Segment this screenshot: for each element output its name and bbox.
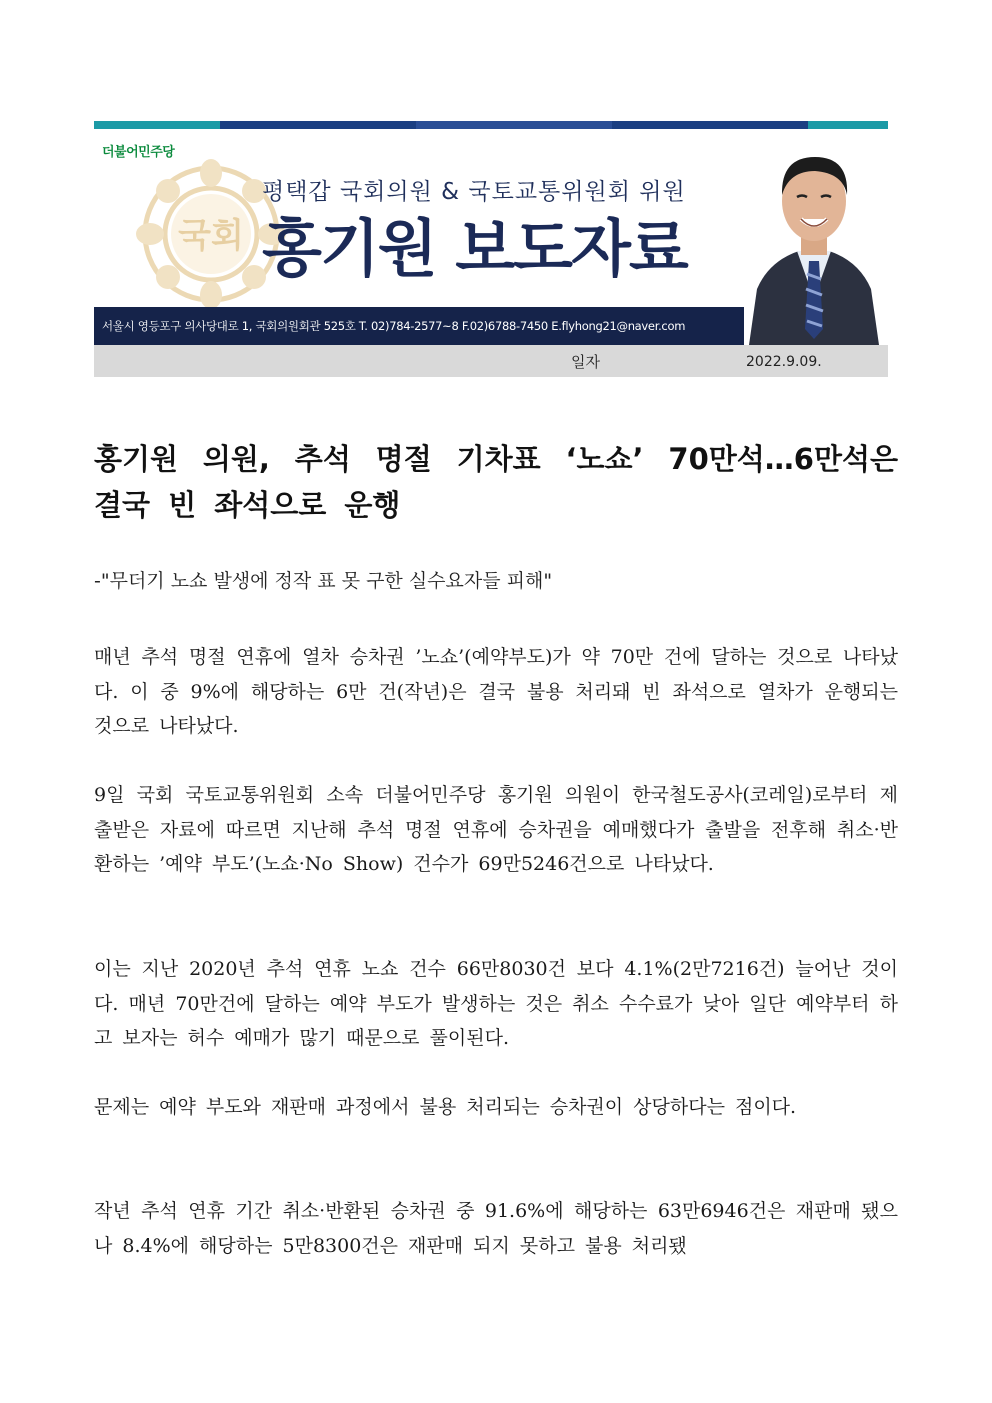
contact-info-bar (94, 307, 744, 345)
article-paragraph: 9일 국회 국토교통위원회 소속 더불어민주당 홍기원 의원이 한국철도공사(코레일)로부터 제출받은 자료에 따르면 지난해 추석 명절 연휴에 승차권을 예매했다가 출발을 전후해 취소·반환하는 ’예약 부도’(노쇼·No Show) 건수가 69만5246건으로 나타났다. (94, 784, 898, 875)
header-top-bar (94, 121, 888, 129)
party-logo: 더불어민주당 (102, 145, 175, 160)
header-subtitle: 평택갑 국회의원 & 국토교통위원회 위원 (262, 179, 686, 205)
legislator-portrait (739, 139, 888, 345)
contact-address: 서울시 영등포구 의사당대로 1, 국회의원회관 525호 T. 02)784-2577~8 F.02)6788-7450 E.flyhong21@naver.com (102, 319, 686, 333)
article-paragraph: 매년 추석 명절 연휴에 열차 승차권 ’노쇼’(예약부도)가 약 70만 건에 달하는 것으로 나타났다. 이 중 9%에 해당하는 6만 건(작년)은 결국 불용 처리돼 빈 좌석으로 열차가 운행되는 것으로 나타났다. (94, 646, 898, 737)
article-paragraph: 문제는 예약 부도와 재판매 과정에서 불용 처리되는 승차권이 상당하다는 점이다. (94, 1096, 797, 1118)
article-subheadline: -"무더기 노쇼 발생에 정작 표 못 구한 실수요자들 피해" (94, 570, 553, 592)
date-bar (94, 345, 888, 377)
date-label: 일자 (571, 353, 600, 371)
article-paragraph: 작년 추석 연휴 기간 취소·반환된 승차권 중 91.6%에 해당하는 63만6946건은 재판매 됐으나 8.4%에 해당하는 5만8300건은 재판매 되지 못하고 불용 처리됐 (94, 1200, 898, 1257)
date-value: 2022.9.09. (746, 354, 822, 370)
header-title: 홍기원 보도자료 (262, 212, 687, 285)
svg-text:국회: 국회 (178, 216, 244, 256)
article-headline: 홍기원 의원, 추석 명절 기차표 ‘노쇼’ 70만석…6만석은 결국 빈 좌석으로 운행 (94, 442, 898, 522)
article-paragraph: 이는 지난 2020년 추석 연휴 노쇼 건수 66만8030건 보다 4.1%(2만7216건) 늘어난 것이다. 매년 70만건에 달하는 예약 부도가 발생하는 것은 취소 수수료가 낮아 일단 예약부터 하고 보자는 허수 예매가 많기 때문으로 풀이된다. (94, 958, 898, 1049)
